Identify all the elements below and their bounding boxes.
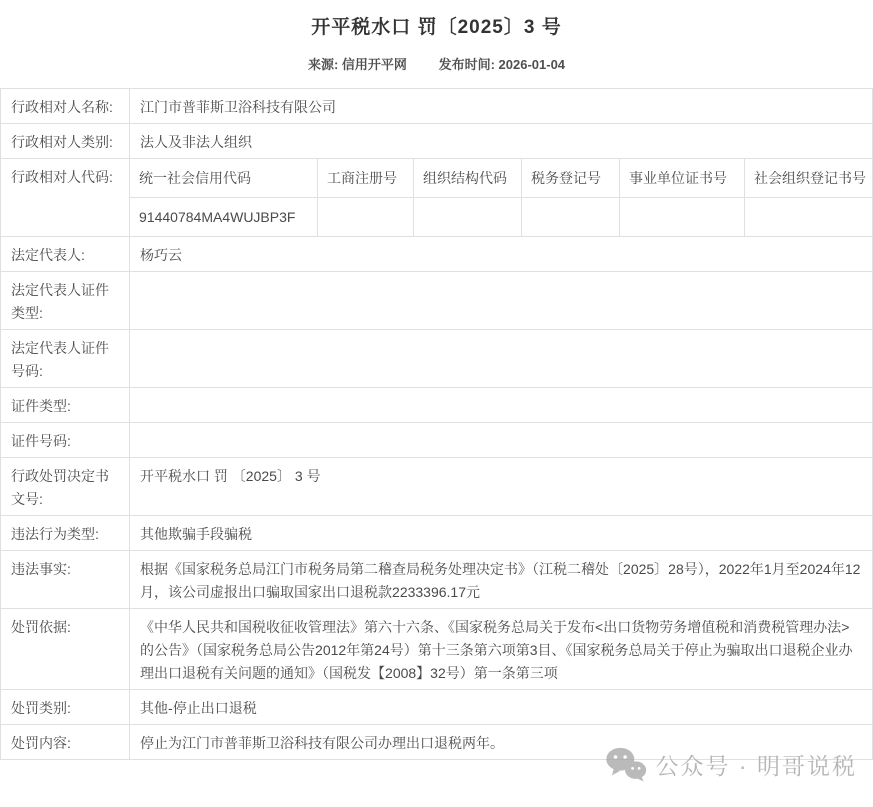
source-value: 信用开平网	[341, 57, 407, 72]
row-label: 法定代表人证件号码:	[1, 330, 130, 388]
row-label: 处罚类别:	[1, 690, 130, 725]
code-col-header: 统一社会信用代码	[130, 159, 318, 198]
table-row-rep-id-number	[1, 330, 873, 388]
code-col-header: 社会组织登记书号	[745, 159, 873, 198]
row-label: 处罚依据:	[1, 609, 130, 690]
row-label: 法定代表人证件类型:	[1, 272, 130, 330]
row-label: 行政相对人代码:	[1, 159, 130, 237]
source-meta	[0, 54, 873, 73]
row-label: 违法行为类型:	[1, 516, 130, 551]
code-col-value	[318, 198, 414, 237]
code-header-row	[130, 159, 873, 198]
document-header	[0, 0, 873, 73]
row-label: 处罚内容:	[1, 725, 130, 760]
publish-date-value: 2026-01-04	[498, 57, 566, 72]
table-row-party-type	[1, 124, 873, 159]
row-label: 违法事实:	[1, 551, 130, 609]
code-col-header: 税务登记号	[522, 159, 620, 198]
table-row-violation-type	[1, 516, 873, 551]
code-col-value	[745, 198, 873, 237]
code-col-header: 工商注册号	[318, 159, 414, 198]
row-value	[130, 388, 873, 423]
row-value: 杨巧云	[130, 237, 873, 272]
row-value: 根据《国家税务总局江门市税务局第二稽查局税务处理决定书》（江税二稽处〔2025〕28号），2022年1月至2024年12月，该公司虚报出口骗取国家出口退税款2233396.17元	[130, 551, 873, 609]
row-value: 开平税水口 罚 〔2025〕 3 号	[130, 458, 873, 516]
row-value	[130, 272, 873, 330]
table-row-id-type	[1, 388, 873, 423]
code-subtable	[130, 159, 873, 236]
code-col-value	[522, 198, 620, 237]
page-title: 开平税水口 罚〔2025〕3 号	[311, 17, 562, 38]
table-row-decision-number	[1, 458, 873, 516]
row-label: 行政相对人名称:	[1, 89, 130, 124]
publish-group	[439, 57, 565, 72]
table-row-legal-rep	[1, 237, 873, 272]
row-value: 其他-停止出口退税	[130, 690, 873, 725]
row-label: 行政处罚决定书文号:	[1, 458, 130, 516]
code-col-header: 事业单位证书号	[620, 159, 745, 198]
table-row-rep-id-type	[1, 272, 873, 330]
row-label: 证件号码:	[1, 423, 130, 458]
table-row-party-name	[1, 89, 873, 124]
row-value: 江门市普菲斯卫浴科技有限公司	[130, 89, 873, 124]
row-label: 行政相对人类别:	[1, 124, 130, 159]
code-col-header: 组织结构代码	[414, 159, 522, 198]
code-col-value: 91440784MA4WUJBP3F	[130, 198, 318, 237]
row-value: 法人及非法人组织	[130, 124, 873, 159]
row-label: 证件类型:	[1, 388, 130, 423]
row-label: 法定代表人:	[1, 237, 130, 272]
table-row-violation-facts	[1, 551, 873, 609]
source-label: 来源:	[307, 57, 339, 72]
source-group	[308, 57, 407, 72]
row-value	[130, 423, 873, 458]
watermark-text: 公众号 · 明哥说税	[655, 752, 857, 779]
publish-date-label: 发布时间:	[438, 57, 495, 72]
table-row-id-number	[1, 423, 873, 458]
table-row-penalty-basis	[1, 609, 873, 690]
row-value: 停止为江门市普菲斯卫浴科技有限公司办理出口退税两年。	[130, 725, 873, 760]
row-value: 《中华人民共和国税收征收管理法》第六十六条、《国家税务总局关于发布<出口货物劳务增值税和消费税管理办法>的公告》（国家税务总局公告2012年第24号）第十三条第六项第3目、《国家税务总局关于停止为骗取出口退税企业办理出口退税有关问题的通知》（国税发【2008】32号）第一条第三项	[130, 609, 873, 690]
code-value-row	[130, 198, 873, 237]
penalty-table	[0, 88, 873, 760]
code-col-value	[414, 198, 522, 237]
row-value: 其他欺骗手段骗税	[130, 516, 873, 551]
codes-cell	[130, 159, 873, 237]
code-col-value	[620, 198, 745, 237]
table-row-party-codes	[1, 159, 873, 237]
row-value	[130, 330, 873, 388]
table-row-penalty-content	[1, 725, 873, 760]
table-row-penalty-category	[1, 690, 873, 725]
